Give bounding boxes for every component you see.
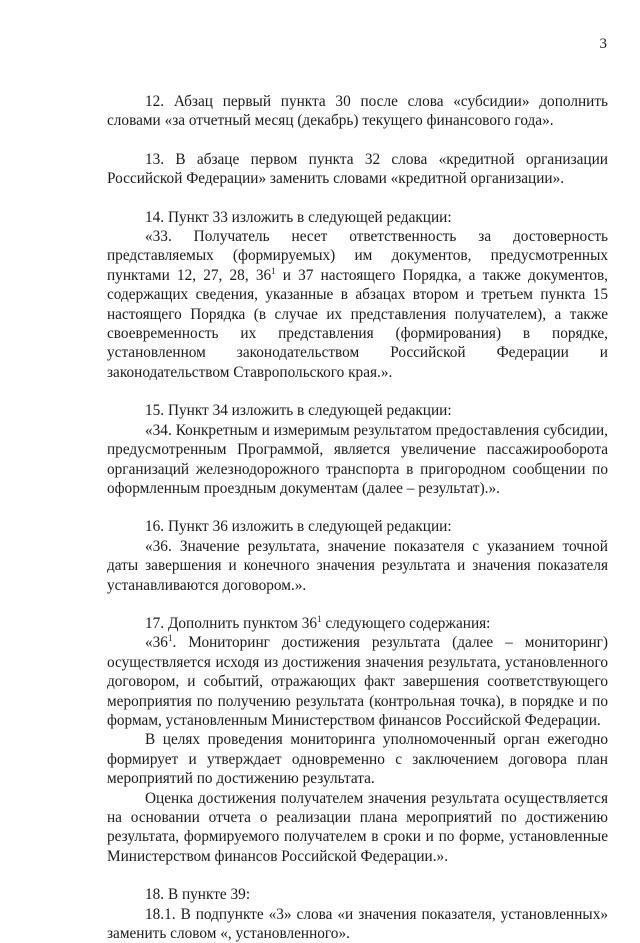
paragraph-text: В целях проведения мониторинга уполномоченный орган ежегодно формирует и утверждает одновременно с заключением договора план мероприятий по достижению результата.	[107, 731, 608, 788]
paragraph-p18-1	[107, 905, 608, 943]
paragraph-text: 14. Пункт 33 изложить в следующей редакции:	[145, 208, 452, 226]
paragraph-text: «33. Получатель несет ответственность за достоверность представляемых (формируемых) им документов, предусмотренных пунктами 12, 27, 28, 36	[107, 228, 608, 284]
paragraph-p12	[107, 92, 608, 131]
paragraph-text: «36	[145, 634, 168, 652]
paragraph-p15-heading	[107, 401, 608, 420]
paragraph-text: «34. Конкретным и измеримым результатом предоставления субсидии, предусмотренным Программой, является увеличение пассажирооборота организаций железнодорожного транспорта в пригородном сообщении по оформленным проездным документам (далее – результат).».	[107, 421, 608, 497]
paragraph-text: . Мониторинг достижения результата (далее – мониторинг) осуществляется исходя из достижения значения результата, установленного договором, и событий, отражающих факт завершения соответствующего мероприятия по получению результата (контрольная точка), в порядке и по формам, установленным Министерством финансов Российской Федерации.	[107, 634, 608, 729]
superscript: 1	[167, 633, 173, 644]
paragraph-p17-body1	[107, 633, 608, 730]
paragraph-text: 16. Пункт 36 изложить в следующей редакции:	[145, 518, 452, 536]
paragraph-p15-body	[107, 421, 608, 499]
paragraph-p13	[107, 150, 608, 189]
paragraph-text: 13. В абзаце первом пункта 32 слова «кредитной организации Российской Федерации» заменить словами «кредитной организации».	[107, 150, 608, 188]
paragraph-text: 15. Пункт 34 изложить в следующей редакции:	[145, 402, 452, 420]
page-number: 3	[599, 36, 607, 52]
paragraph-text: и 37 настоящего Порядка, а также документов, содержащих сведения, указанные в абзацах втором и третьем пункта 15 настоящего Порядка (в случае их представления получателем), а также своевременность их представления (формирования) в порядке, установленном законодательством Российской Федерации и законодательством Ставропольского края.».	[107, 266, 608, 381]
paragraph-text: следующего содержания:	[321, 614, 491, 632]
paragraph-text: 17. Дополнить пунктом 36	[145, 614, 318, 632]
paragraph-p14-body	[107, 227, 608, 382]
paragraph-p17-heading	[107, 614, 608, 633]
superscript: 1	[317, 613, 322, 624]
paragraph-text: «36. Значение результата, значение показателя с указанием точной даты завершения и конечного значения результата и значения показателя устанавливаются договором.».	[107, 537, 608, 594]
paragraph-text: 18. В пункте 39:	[145, 886, 251, 904]
paragraph-p16-body	[107, 537, 608, 595]
document-body	[107, 92, 608, 943]
paragraph-text: 12. Абзац первый пункта 30 после слова «субсидии» дополнить словами «за отчетный месяц (декабрь) текущего финансового года».	[107, 93, 608, 130]
paragraph-p17-body2	[107, 730, 608, 788]
paragraph-text: 18.1. В подпункте «3» слова «и значения показателя, установленных» заменить словом «, установленного».	[107, 905, 608, 943]
superscript: 1	[271, 265, 276, 276]
paragraph-text: Оценка достижения получателем значения результата осуществляется на основании отчета о реализации плана мероприятий по достижению результата, формируемого получателем в сроки и по форме, установленные Министерством финансов Российской Федерации.».	[107, 789, 608, 865]
paragraph-p17-body3	[107, 789, 608, 867]
paragraph-p16-heading	[107, 517, 608, 536]
paragraph-p14-heading	[107, 208, 608, 227]
